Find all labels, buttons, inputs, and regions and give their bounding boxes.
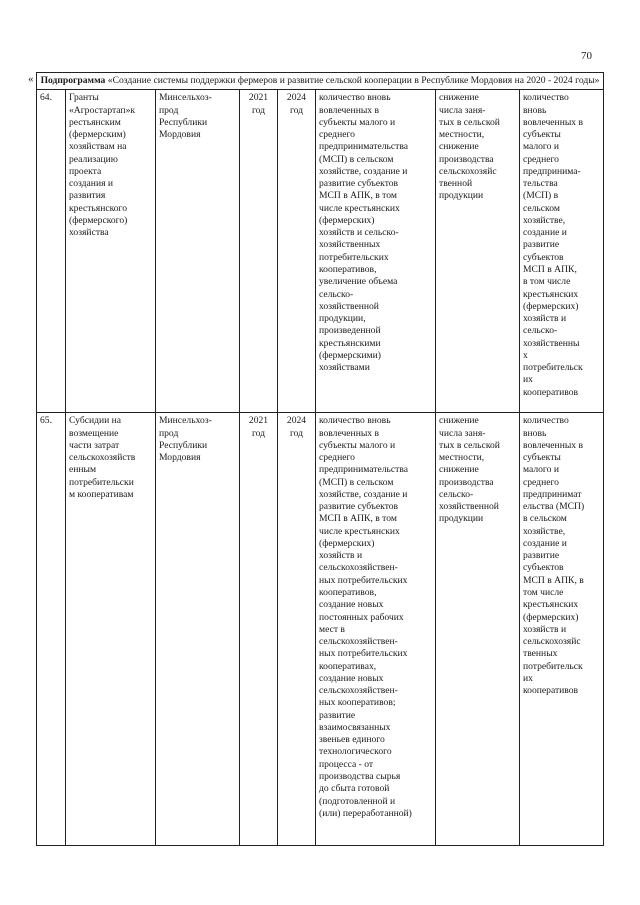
non-implementation-consequences: снижение числа заня- тых в сельской местности, снижение производства сельско- хозяйственной продукции	[436, 413, 520, 846]
end-year: 2024 год	[278, 413, 316, 846]
table-row	[37, 90, 604, 413]
page-number: 70	[581, 50, 592, 62]
measure-name: Гранты «Агростартап»к рестьянским (фермерским) хозяйствам на реализацию проекта создания и развития крестьянского (фермерского) хозяйства	[66, 90, 156, 413]
subprogram-title: «Создание системы поддержки фермеров и развитие сельской кооперации в Республике Мордовия на 2020 - 2024 годы»	[107, 75, 600, 86]
end-year: 2024 год	[278, 90, 316, 413]
start-year: 2021 год	[240, 413, 278, 846]
row-number: 64.	[37, 90, 66, 413]
executor: Минсельхоз- прод Республики Мордовия	[156, 90, 240, 413]
non-implementation-consequences: снижение числа заня- тых в сельской местности, снижение производства сельскохозяйс твенной продукции	[436, 90, 520, 413]
related-indicator: количество вновь вовлеченных в субъекты малого и среднего предпринимат ельства (МСП) в сельском хозяйстве, создание и развитие субъектов МСП в АПК, в том числе крестьянских (фермерских) хозяйств и сельскохозяйс твенных потребительск их кооперативов	[520, 413, 604, 846]
start-year: 2021 год	[240, 90, 278, 413]
subprogram-label: Подпрограмма	[40, 75, 106, 86]
expected-result: количество вновь вовлеченных в субъекты малого и среднего предпринимательства (МСП) в сельском хозяйстве, создание и развитие субъектов МСП в АПК, в том числе крестьянских (фермерских) хозяйств и сельско- хозяйственных потребительских кооперативов, увеличение объема сельско- хозяйственной продукции, произведенной крестьянскими (фермерскими) хозяйствами	[316, 90, 436, 413]
executor: Минсельхоз- прод Республики Мордовия	[156, 413, 240, 846]
opening-quote: «	[28, 73, 34, 85]
related-indicator: количество вновь вовлеченных в субъекты малого и среднего предпринима- тельства (МСП) в сельском хозяйстве, создание и развитие субъектов МСП в АПК, в том числе крестьянских (фермерских) хозяйств и сельско- хозяйственны х потребительск их кооперативов	[520, 90, 604, 413]
table-row	[37, 413, 604, 846]
subprogram-header	[37, 73, 604, 90]
program-table	[36, 72, 604, 846]
row-number: 65.	[37, 413, 66, 846]
expected-result: количество вновь вовлеченных в субъекты малого и среднего предпринимательства (МСП) в сельском хозяйстве, создание и развитие субъектов МСП в АПК, в том числе крестьянских (фермерских) хозяйств и сельскохозяйствен- ных потребительских кооперативов, создание новых постоянных рабочих мест в сельскохозяйствен- ных потребительских кооперативах, создание новых сельскохозяйствен- ных кооперативов; развитие взаимосвязанных звеньев единого технологического процесса - от производства сырья до сбыта готовой (подготовленной и (или) переработанной)	[316, 413, 436, 846]
measure-name: Субсидии на возмещение части затрат сельскохозяйств енным потребительски м кооперативам	[66, 413, 156, 846]
subprogram-header-row	[37, 73, 604, 90]
